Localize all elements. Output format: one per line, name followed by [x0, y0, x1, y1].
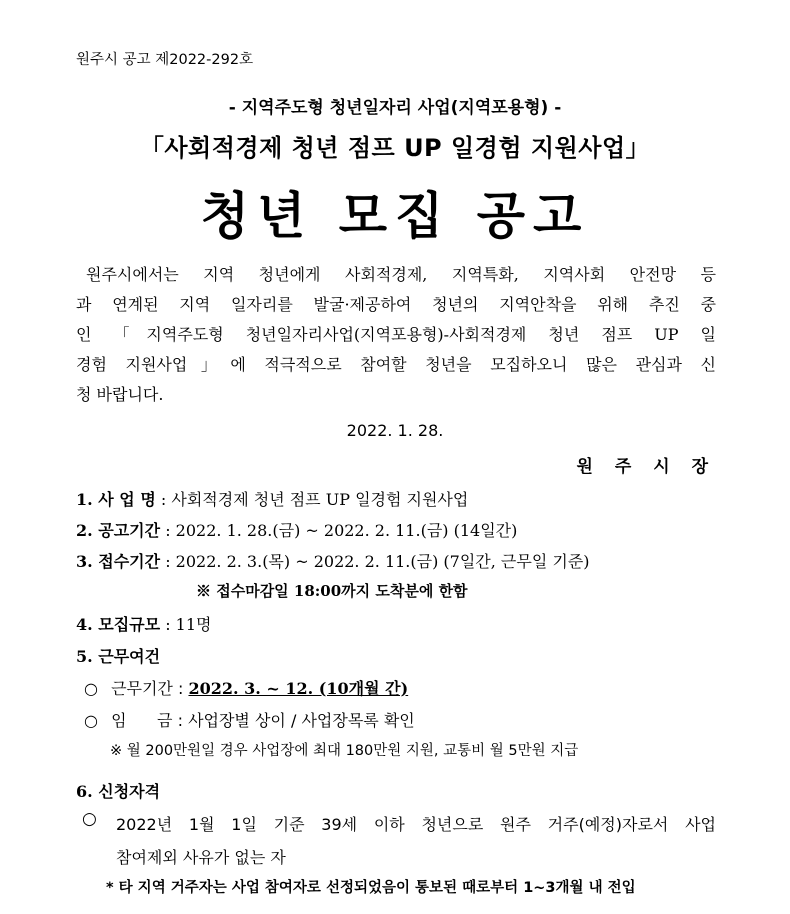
- program-title: 「사회적경제 청년 점프 UP 일경험 지원사업」: [139, 134, 651, 162]
- section-eligibility: [76, 779, 160, 802]
- section-project-name: [76, 487, 468, 510]
- work-period-value: 2022. 3. ~ 12. (10개월 간): [188, 679, 409, 698]
- section-value: : 2022. 2. 3.(목) ~ 2022. 2. 11.(금) (7일간, 근무일 기준): [165, 552, 590, 571]
- intro-paragraph: [76, 260, 716, 410]
- eligibility-line: 참여제외 사유가 없는 자: [116, 848, 286, 867]
- section-value: : 11명: [165, 615, 212, 634]
- intro-line: 경험 지원사업」에 적극적으로 참여할 청년을 모집하오니 많은 관심과 신: [76, 355, 716, 374]
- section-application-period: [76, 549, 590, 572]
- section-work-conditions: [76, 644, 160, 667]
- section-label: 3. 접수기간: [76, 552, 161, 571]
- wage-item: [84, 708, 415, 731]
- issuer-name: 원 주 시 장: [576, 457, 716, 477]
- section-label: 5. 근무여건: [76, 647, 161, 666]
- section-label: 2. 공고기간: [76, 521, 161, 540]
- eligibility-line: 2022년 1월 1일 기준 39세 이하 청년으로 원주 거주(예정)자로서 사업: [116, 815, 716, 834]
- deadline-note: ※ 접수마감일 18:00까지 도착분에 한함: [196, 582, 468, 600]
- section-notice-period: [76, 518, 517, 541]
- notice-date: 2022. 1. 28.: [346, 421, 444, 440]
- work-period-item: [84, 676, 408, 699]
- notice-number: 원주시 공고 제2022-292호: [76, 52, 254, 68]
- wage-value: 사업장별 상이 / 사업장목록 확인: [188, 711, 415, 730]
- intro-line: 인 「지역주도형 청년일자리사업(지역포용형)-사회적경제 청년 점프 UP 일: [76, 325, 716, 344]
- section-value: : 2022. 1. 28.(금) ~ 2022. 2. 11.(금) (14일간): [165, 521, 518, 540]
- bullet-circle-icon: ○: [84, 711, 98, 730]
- section-label: 4. 모집규모: [76, 615, 161, 634]
- item-label: 근무기간 :: [111, 679, 184, 698]
- wage-note: ※ 월 200만원일 경우 사업장에 최대 180만원 지원, 교통비 월 5만원 지급: [110, 743, 579, 759]
- eligibility-note: * 타 지역 거주자는 사업 참여자로 선정되었음이 통보된 때로부터 1~3개월 내 전입: [106, 880, 636, 896]
- bullet-circle-icon: ○: [82, 809, 97, 829]
- section-recruitment-size: [76, 612, 212, 635]
- section-label: 1. 사 업 명: [76, 490, 156, 509]
- page-title: 청년 모집 공고: [200, 187, 590, 245]
- bullet-circle-icon: ○: [84, 679, 98, 698]
- intro-line: 원주시에서는 지역 청년에게 사회적경제, 지역특화, 지역사회 안전망 등: [86, 265, 716, 284]
- section-label: 6. 신청자격: [76, 782, 161, 801]
- intro-line: 과 연계된 지역 일자리를 발굴·제공하여 청년의 지역안착을 위해 추진 중: [76, 295, 716, 314]
- section-value: : 사회적경제 청년 점프 UP 일경험 지원사업: [160, 490, 469, 509]
- item-label: 임 금 :: [111, 711, 183, 730]
- program-subtitle: - 지역주도형 청년일자리 사업(지역포용형) -: [228, 98, 562, 118]
- intro-line: 청 바랍니다.: [76, 385, 164, 404]
